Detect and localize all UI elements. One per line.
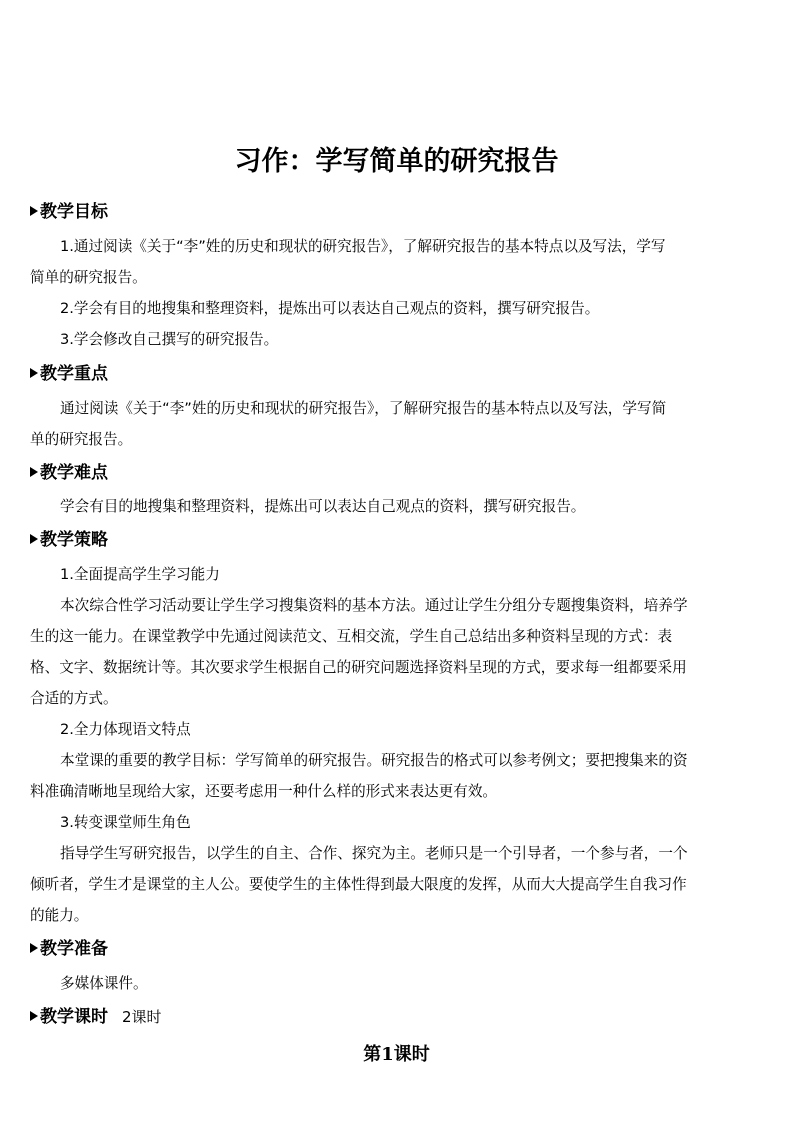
- goal-item-3: 3.学会修改自己撰写的研究报告。: [60, 331, 279, 348]
- strategy-3-title: 3.转变课堂师生角色: [60, 814, 191, 831]
- strategy-2-paragraph: 本堂课的重要的教学目标：学写简单的研究报告。研究报告的格式可以参考例文；要把搜集来的资 料准确清晰地呈现给大家，还要考虑用一种什么样的形式来表达更有效。: [30, 752, 688, 800]
- triangle-bullet-icon: [30, 467, 38, 477]
- triangle-bullet-icon: [30, 534, 38, 544]
- triangle-bullet-icon: [30, 206, 38, 216]
- triangle-bullet-icon: [30, 943, 38, 953]
- section-heading-goals: 教学目标: [30, 200, 108, 224]
- goal-item-1: 1.通过阅读《关于“李”姓的历史和现状的研究报告》，了解研究报告的基本特点以及写法，学写 简单的研究报告。: [30, 238, 666, 286]
- section-heading-strategy: 教学策略: [30, 528, 108, 552]
- strategy-2-title: 2.全力体现语文特点: [60, 721, 191, 738]
- hours-value: 2课时: [122, 1008, 162, 1026]
- section-heading-difficulty: 教学难点: [30, 461, 108, 485]
- key-paragraph: 通过阅读《关于“李”姓的历史和现状的研究报告》，了解研究报告的基本特点以及写法，学写简 单的研究报告。: [30, 400, 667, 448]
- section-heading-hours: 教学课时 2课时: [30, 1005, 162, 1029]
- prep-paragraph: 多媒体课件。: [60, 975, 148, 992]
- lesson-title: 第1课时: [363, 1044, 430, 1065]
- strategy-3-paragraph: 指导学生写研究报告，以学生的自主、合作、探究为主。老师只是一个引导者，一个参与者，一个 倾听者，学生才是课堂的主人公。要使学生的主体性得到最大限度的发挥，从而大大提高学生自我习作 的能力。: [30, 845, 688, 924]
- triangle-bullet-icon: [30, 1011, 38, 1021]
- document-title: 习作：学写简单的研究报告: [234, 146, 559, 177]
- triangle-bullet-icon: [30, 368, 38, 378]
- section-heading-key: 教学重点: [30, 362, 108, 386]
- section-heading-prep: 教学准备: [30, 937, 108, 961]
- difficulty-paragraph: 学会有目的地搜集和整理资料，提炼出可以表达自己观点的资料，撰写研究报告。: [60, 498, 586, 515]
- goal-item-2: 2.学会有目的地搜集和整理资料，提炼出可以表达自己观点的资料，撰写研究报告。: [60, 300, 600, 317]
- strategy-1-title: 1.全面提高学生学习能力: [60, 566, 220, 583]
- strategy-1-paragraph: 本次综合性学习活动要让学生学习搜集资料的基本方法。通过让学生分组分专题搜集资料，培养学 生的这一能力。在课堂教学中先通过阅读范文、互相交流，学生自己总结出多种资料呈现的方式：表 格、文字、数据统计等。其次要求学生根据自己的研究问题选择资料呈现的方式，要求每一组都要采用 合适的方式。: [30, 597, 688, 707]
